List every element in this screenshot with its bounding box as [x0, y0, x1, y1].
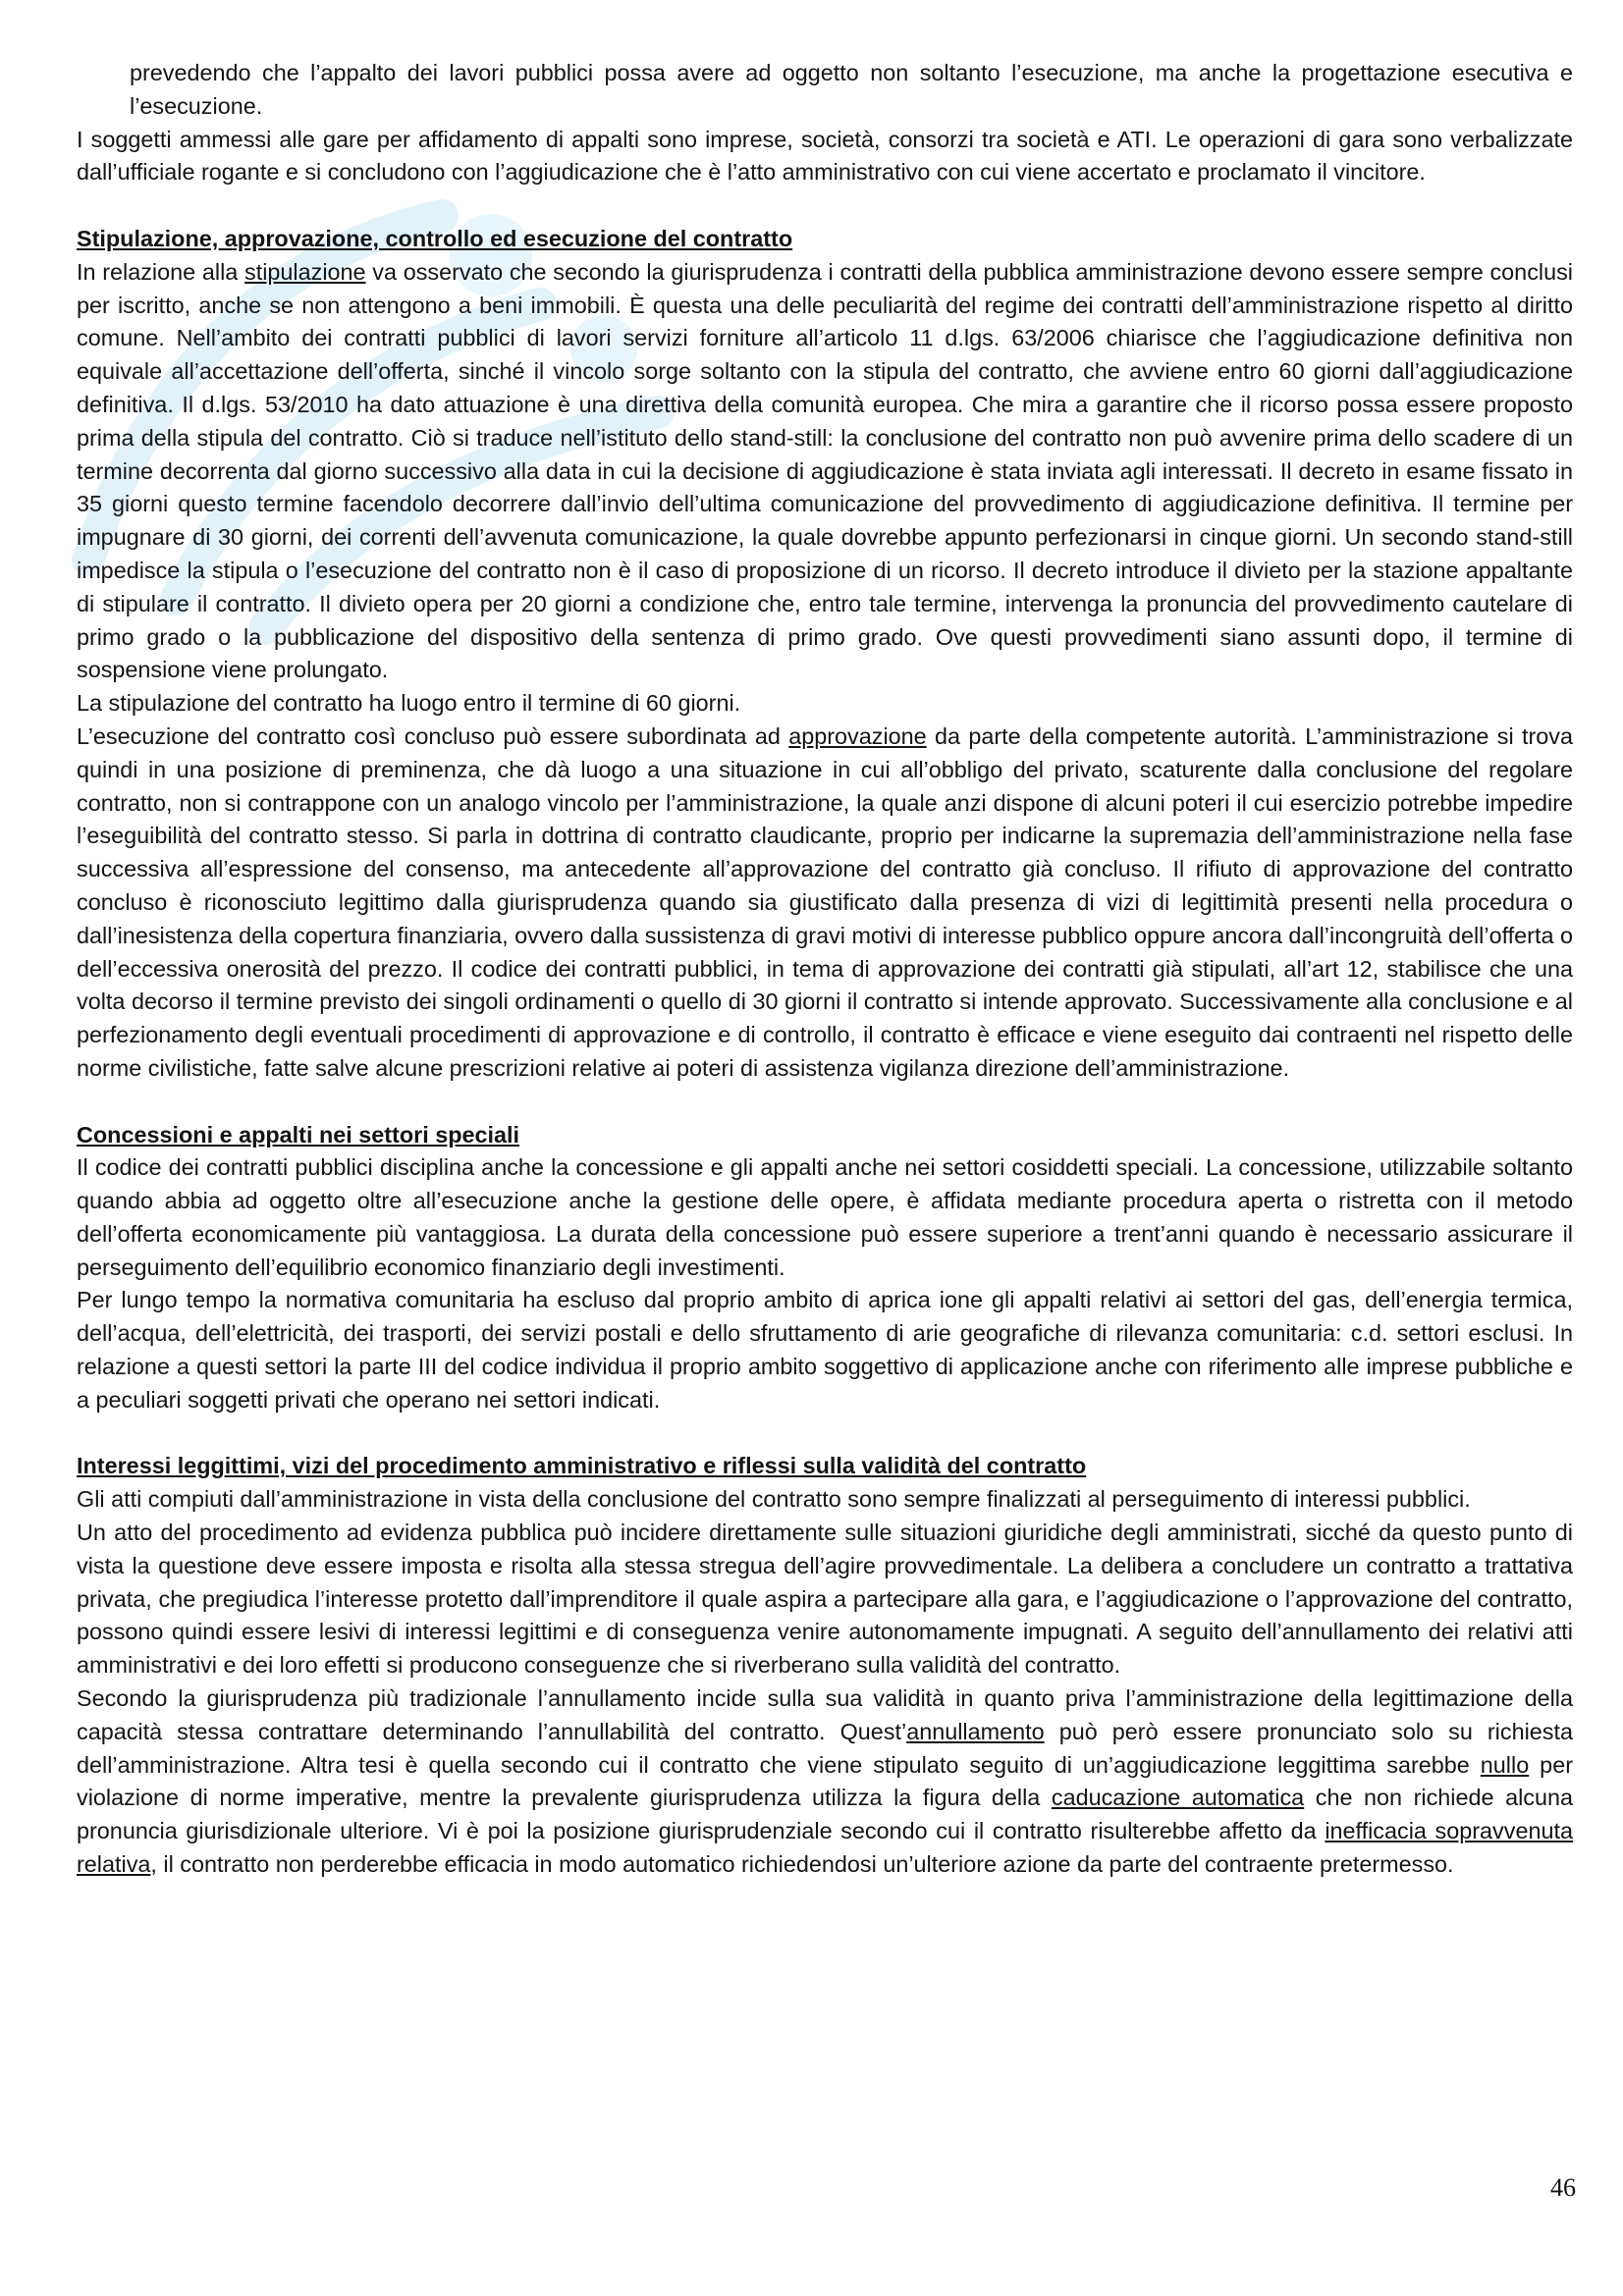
paragraph: Gli atti compiuti dall’amministrazione in vista della conclusione del contratto sono sempre finalizzati al perseguimento di interessi pubblici. — [77, 1486, 1471, 1513]
text-run: può però essere pronunciato solo su richiesta dell’amministrazione. Altra tesi è quella secondo cui il contratto che viene stipulato seguito di un’aggiudicazione leggittima sarebbe — [77, 1718, 1573, 1778]
paragraph — [77, 256, 1573, 687]
document-body — [77, 57, 1573, 1882]
paragraph: Un atto del procedimento ad evidenza pubblica può incidere direttamente sulle situazioni giuridiche degli amministrati, sicché da questo punto di vista la questione deve essere imposta e risolta alla stessa stregua dell’agire provvedimentale. La delibera a concludere un contratto a trattativa privata, che pregiudica l’interesse protetto dall’imprenditore il quale aspira a partecipare alla gara, e l’aggiudicazione o l’approvazione del contratto, possono quindi essere lesivi di interessi legittimi e di conseguenza venire autonomamente impugnati. A seguito dell’annullamento dei relativi atti amministrativi e dei loro effetti si producono conseguenze che si riverberano sulla validità del contratto. — [77, 1520, 1573, 1679]
underlined-term: nullo — [1480, 1751, 1530, 1778]
section-heading-concessioni: Concessioni e appalti nei settori speciali — [77, 1121, 520, 1148]
text-run: da parte della competente autorità. L’amministrazione si trova quindi in una posizione di preminenza, che dà luogo a una situazione in cui all’obbligo del privato, scaturente dalla conclusione del regolare contratto, non si contrappone con un analogo vincolo per l’amministrazione, la quale anzi dispone di alcuni poteri il cui esercizio potrebbe impedire l’eseguibilità del contratto stesso. Si parla in dottrina di contratto claudicante, proprio per indicarne la supremazia dell’amministrazione nella fase successiva all’espressione del consenso, ma antecedente all’approvazione del contratto già concluso. Il rifiuto di approvazione del contratto concluso è riconosciuto legittimo dalla giurisprudenza quando sia giustificato dalla presenza di vizi di legittimità presenti nella procedura o dall’inesistenza della copertura finanziaria, ovvero dalla sussistenza di gravi motivi di interesse pubblico oppure ancora dall’incongruità dell’offerta o dell’eccessiva onerosità del prezzo. Il codice dei contratti pubblici, in tema di approvazione dei contratti già stipulati, all’art 12, stabilisce che una volta decorso il termine previsto dei singoli ordinamenti o quello di 30 giorni il contratto si intende approvato. Successivamente alla conclusione e al perfezionamento degli eventuali procedimenti di approvazione e di controllo, il contratto è efficace e viene eseguito dai contraenti nel rispetto delle norme civilistiche, fatte salve alcune prescrizioni relative ai poteri di assistenza vigilanza direzione dell’amministrazione. — [77, 722, 1573, 1081]
spacer — [77, 189, 1573, 223]
paragraph — [77, 1682, 1573, 1882]
text-run: L’esecuzione del contratto così concluso può essere subordinata ad — [77, 722, 789, 749]
text-run: per violazione di norme imperative, mentre la prevalente giurisprudenza utilizza la figura della — [77, 1751, 1573, 1811]
page-number: 46 — [1550, 2173, 1576, 2202]
text-run: che non richiede alcuna pronuncia giurisdizionale ulteriore. Vi è poi la posizione giurisprudenziale secondo cui il contratto risulterebbe affetto da — [77, 1785, 1573, 1844]
section-heading-stipulazione: Stipulazione, approvazione, controllo ed esecuzione del contratto — [77, 225, 793, 251]
spacer — [77, 1417, 1573, 1451]
underlined-term: inefficacia sopravvenuta relativa — [77, 1818, 1573, 1878]
paragraph: Il codice dei contratti pubblici disciplina anche la concessione e gli appalti anche nei settori cosiddetti speciali. La concessione, utilizzabile soltanto quando abbia ad oggetto oltre all’esecuzione anche la gestione delle opere, è affidata mediante procedura aperta o ristretta con il metodo dell’offerta economicamente più vantaggiosa. La durata della concessione può essere superiore a trent’anni quando è necessario assicurare il perseguimento dell’equilibrio economico finanziario degli investimenti. — [77, 1154, 1573, 1280]
text-run: Secondo la giurisprudenza più tradizionale l’annullamento incide sulla sua validità in quanto priva l’amministrazione della legittimazione della capacità stessa contrattare determinando l’annullabilità del contratto. Quest’ — [77, 1685, 1573, 1744]
spacer — [77, 1086, 1573, 1119]
paragraph: La stipulazione del contratto ha luogo entro il termine di 60 giorni. — [77, 690, 741, 717]
paragraph — [77, 721, 1573, 1086]
underlined-term: approvazione — [788, 722, 927, 749]
section-heading-interessi: Interessi leggittimi, vizi del procedimento amministrativo e riflessi sulla validità del contratto — [77, 1453, 1087, 1479]
underlined-term: caducazione automatica — [1051, 1785, 1305, 1811]
paragraph: Per lungo tempo la normativa comunitaria ha escluso dal proprio ambito di aprica ione gli appalti relativi ai settori del gas, dell’energia termica, dell’acqua, dell’elettricità, dei trasporti, dei servizi postali e dello sfruttamento di arie geografiche di rilevanza comunitaria: c.d. settori esclusi. In relazione a questi settori la parte III del codice individua il proprio ambito soggettivo di applicazione anche con riferimento alle imprese pubbliche e a peculiari soggetti privati che operano nei settori indicati. — [77, 1287, 1573, 1413]
underlined-term: stipulazione — [244, 258, 366, 285]
text-run: , il contratto non perderebbe efficacia in modo automatico richiedendosi un’ulteriore azione da parte del contraente pretermesso. — [150, 1851, 1454, 1878]
intro-paragraph: I soggetti ammessi alle gare per affidamento di appalti sono imprese, società, consorzi tra società e ATI. Le operazioni di gara sono verbalizzate dall’ufficiale rogante e si concludono con l’aggiudicazione che è l’atto amministrativo con cui viene accertato e proclamato il vincitore. — [77, 126, 1573, 186]
underlined-term: annullamento — [906, 1718, 1045, 1744]
text-run: va osservato che secondo la giurisprudenza i contratti della pubblica amministrazione devono essere sempre conclusi per iscritto, anche se non attengono a beni immobili. È questa una delle peculiarità del regime dei contratti dell’amministrazione rispetto al diritto comune. Nell’ambito dei contratti pubblici di lavori servizi forniture all’articolo 11 d.lgs. 63/2006 chiarisce che l’aggiudicazione definitiva non equivale all’accettazione dell’offerta, sinché il vincolo sorge soltanto con la stipula del contratto, che avviene entro 60 giorni dall’aggiudicazione definitiva. Il d.lgs. 53/2010 ha dato attuazione è una direttiva della comunità europea. Che mira a garantire che il ricorso possa essere proposto prima della stipula del contratto. Ciò si traduce nell’istituto dello stand-still: la conclusione del contratto non può avvenire prima dello scadere di un termine decorrenta dal giorno successivo alla data in cui la decisione di aggiudicazione è stata inviata agli interessati. Il decreto in esame fissato in 35 giorni questo termine facendolo decorrere dall’invio dell’ultima comunicazione del provvedimento di aggiudicazione definitiva. Il termine per impugnare di 30 giorni, dei correnti dell’avvenuta comunicazione, la quale dovrebbe appunto perfezionarsi in cinque giorni. Un secondo stand-still impedisce la stipula o l’esecuzione del contratto non è il caso di proposizione di un ricorso. Il decreto introduce il divieto per la stazione appaltante di stipulare il contratto. Il divieto opera per 20 giorni a condizione che, entro tale termine, intervenga la pronuncia del provvedimento cautelare di primo grado o la pubblicazione del dispositivo della sentenza di primo grado. Ove questi provvedimenti siano assunti dopo, il termine di sospensione viene prolungato. — [77, 258, 1573, 683]
text-run: In relazione alla — [77, 258, 245, 285]
bullet-continuation: prevedendo che l’appalto dei lavori pubblici possa avere ad oggetto non soltanto l’esecuzione, ma anche la progettazione esecutiva e l’esecuzione. — [130, 60, 1573, 119]
